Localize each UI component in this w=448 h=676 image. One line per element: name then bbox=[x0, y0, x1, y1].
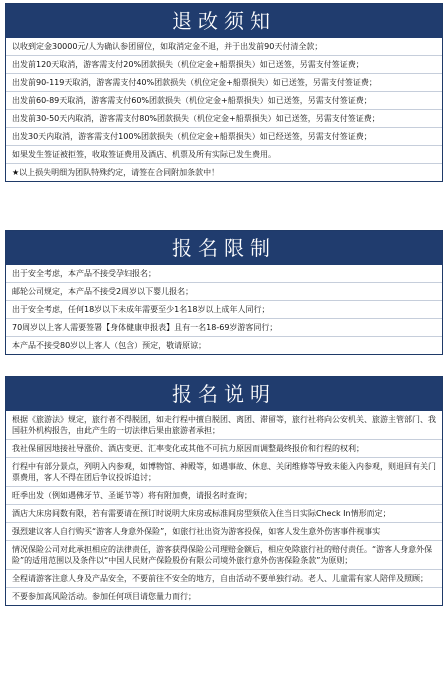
list-item: 如果发生签证被拒签，收取签证费用及酒店、机票及所有实际已发生费用。 bbox=[6, 145, 442, 163]
list-item: 出发前120天取消，游客需支付20%团款损失（机位定金+船票损失）如已送签，另需支付签证费； bbox=[6, 55, 442, 73]
list-item: 根据《旅游法》规定，旅行者不得脱团，如走行程中擅自脱团、离团、滞留等，旅行社将向公安机关、旅游主管部门、我国驻外机构报告，由此产生的一切法律后果由旅游者承担； bbox=[12, 415, 436, 435]
registration-notes-section bbox=[5, 376, 443, 606]
list-item: 全程请游客注意人身及产品安全，不要前往不安全的地方，自由活动不要单独行动。老人、儿童需有家人陪伴及照顾； bbox=[6, 569, 442, 587]
list-item: 出发前60-89天取消，游客需支付60%团款损失（机位定金+船票损失）如已送签，另需支付签证费； bbox=[6, 91, 442, 109]
list-item: 邮轮公司规定，本产品不接受2周岁以下婴儿报名； bbox=[6, 282, 442, 300]
list-item: 出于安全考虑，任何18岁以下未成年需要至少1名18岁以上成年人同行； bbox=[6, 300, 442, 318]
section-title: 报名限制 bbox=[6, 231, 442, 265]
list-item: 70周岁以上客人需要签署【身体健康申报表】且有一名18-69岁游客同行； bbox=[6, 318, 442, 336]
list-item: ★以上损失明细为团队特殊约定，请签在合同附加条款中！ bbox=[6, 163, 442, 181]
list-item: 出发前90-119天取消，游客需支付40%团款损失（机位定金+船票损失）如已送签，另需支付签证费； bbox=[6, 73, 442, 91]
list-item: 我社保留因地接社导涨价、酒店变更、汇率变化或其他不可抗力原因而调整最终报价和行程的权利； bbox=[6, 439, 442, 457]
list-item: 出于安全考虑，本产品不接受孕妇报名； bbox=[12, 269, 156, 278]
list-item: 本产品不接受80岁以上客人（包含）预定，敬请原谅； bbox=[6, 336, 442, 354]
list-item: 行程中有部分景点，列明入内参观，如博物馆、神殿等，如遇事故、休息、关闭维修等导致未能入内参观，则退回有关门票费用，客人不得在团后争议投诉追讨； bbox=[6, 457, 442, 486]
list-item: 出发30天内取消，游客需支付100%团款损失（机位定金+船票损失）如已经送签，另需支付签证费； bbox=[6, 127, 442, 145]
list-item: 不要参加高风险活动。参加任何项目请您量力而行； bbox=[6, 587, 442, 605]
list-item: 强烈建议客人自行购买“游客人身意外保险”，如旅行社出资为游客投保，如客人发生意外伤害事件视事实 bbox=[6, 522, 442, 540]
section-title: 报名说明 bbox=[6, 377, 442, 411]
refund-policy-section bbox=[5, 3, 443, 182]
list-item: 酒店大床房间数有限，若有需要请在预订时说明大床房或标准间房型须依入住当日实际Check In情形而定； bbox=[6, 504, 442, 522]
section-title: 退改须知 bbox=[6, 4, 442, 38]
list-item: 以收到定金30000元/人为确认参团留位，如取消定金不退，并于出发前90天付清全款； bbox=[12, 42, 323, 51]
list-item: 出发前30-50天内取消，游客需支付80%团款损失（机位定金+船票损失）如已送签，另需支付签证费； bbox=[6, 109, 442, 127]
list-item: 旺季出发（例如遇佛牙节、圣诞节等）将有附加费，请报名时查询； bbox=[6, 486, 442, 504]
list-item: 情况保险公司对此承担相应的法律责任，游客获得保险公司理赔金额后，相应免除旅行社的赔付责任。“游客人身意外保险”的适用范围以及条件以“中国人民财产保险股份有限公司境外旅行意外伤害保险条款”为原则； bbox=[6, 540, 442, 569]
registration-restrictions-section bbox=[5, 230, 443, 355]
